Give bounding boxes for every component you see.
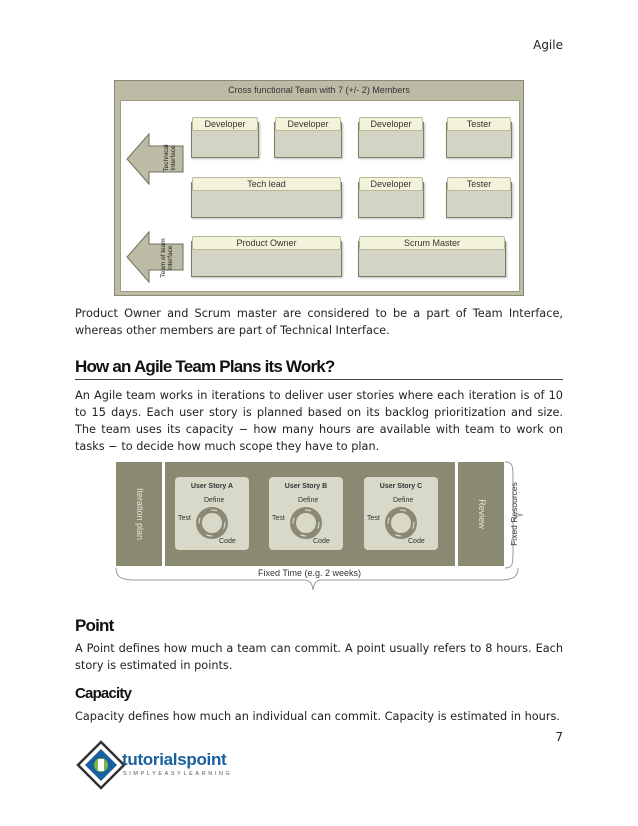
heading-rule	[75, 379, 563, 380]
section-heading: How an Agile Team Plans its Work?	[75, 357, 335, 376]
team-diagram-title: Cross functional Team with 7 (+/- 2) Members	[228, 85, 410, 95]
user-story-card	[269, 477, 343, 550]
role-label: Tech lead	[192, 177, 341, 191]
role-developer	[358, 179, 424, 218]
role-tester	[446, 119, 512, 158]
iteration-plan-label: Iteration plan	[135, 487, 145, 541]
section-body: An Agile team works in iterations to deliver user stories where each iteration is of 10 to 15 days. Each user story is planned based on its backlog prioritization and size. The team uses its capacity − how many hours are available with team to work on tasks − to decide how much scope they have to plan.	[75, 389, 563, 453]
user-story-title: User Story C	[379, 483, 423, 490]
role-label: Developer	[359, 177, 423, 191]
role-product-owner	[191, 238, 342, 277]
define-label: Define	[298, 497, 319, 504]
role-tech-lead	[191, 179, 342, 218]
user-story-title: User Story B	[284, 483, 328, 490]
role-developer	[191, 119, 259, 158]
section-body: A Point defines how much a team can commit. A point usually refers to 8 hours. Each story is estimated in points.	[75, 642, 563, 672]
tutorialspoint-logo	[76, 740, 246, 790]
code-label: Code	[408, 538, 425, 545]
fixed-resources-label: Fixed Resources	[509, 482, 519, 546]
cycle-icon	[194, 505, 230, 541]
chapter-header: Agile	[533, 38, 563, 52]
test-label: Test	[178, 515, 191, 522]
role-label: Developer	[359, 117, 423, 131]
logo-wordmark: tutorialspoint	[122, 750, 227, 769]
section-heading: Capacity	[75, 685, 132, 702]
role-label: Developer	[192, 117, 258, 131]
fixed-time-label: Fixed Time (e.g. 2 weeks)	[258, 568, 362, 578]
technical-interface-label: Technical Interface	[163, 144, 177, 172]
role-developer	[274, 119, 342, 158]
team-interface-label: Team of team interface	[160, 238, 174, 278]
role-label: Scrum Master	[359, 236, 505, 250]
cycle-icon	[288, 505, 324, 541]
section-body: Capacity defines how much an individual can commit. Capacity is estimated in hours.	[75, 710, 560, 723]
define-label: Define	[393, 497, 414, 504]
code-label: Code	[313, 538, 330, 545]
test-label: Test	[367, 515, 380, 522]
role-tester	[446, 179, 512, 218]
role-scrum-master	[358, 238, 506, 277]
cycle-icon	[383, 505, 419, 541]
code-label: Code	[219, 538, 236, 545]
define-label: Define	[204, 497, 225, 504]
review-label: Review	[477, 499, 487, 529]
test-label: Test	[272, 515, 285, 522]
section-heading: Point	[75, 616, 114, 635]
team-interface-paragraph: Product Owner and Scrum master are considered to be a part of Team Interface, whereas other members are part of Technical Interface.	[75, 307, 563, 337]
logo-emblem-icon	[76, 740, 126, 790]
user-story-title: User Story A	[190, 483, 234, 490]
role-label: Product Owner	[192, 236, 341, 250]
user-story-card	[175, 477, 249, 550]
technical-interface-arrow	[125, 130, 189, 188]
logo-tagline: SIMPLYEASYLEARNING	[123, 771, 233, 777]
role-label: Developer	[275, 117, 341, 131]
role-label: Tester	[447, 117, 511, 131]
role-label: Tester	[447, 177, 511, 191]
role-developer	[358, 119, 424, 158]
page-number: 7	[555, 730, 563, 744]
user-story-card	[364, 477, 438, 550]
